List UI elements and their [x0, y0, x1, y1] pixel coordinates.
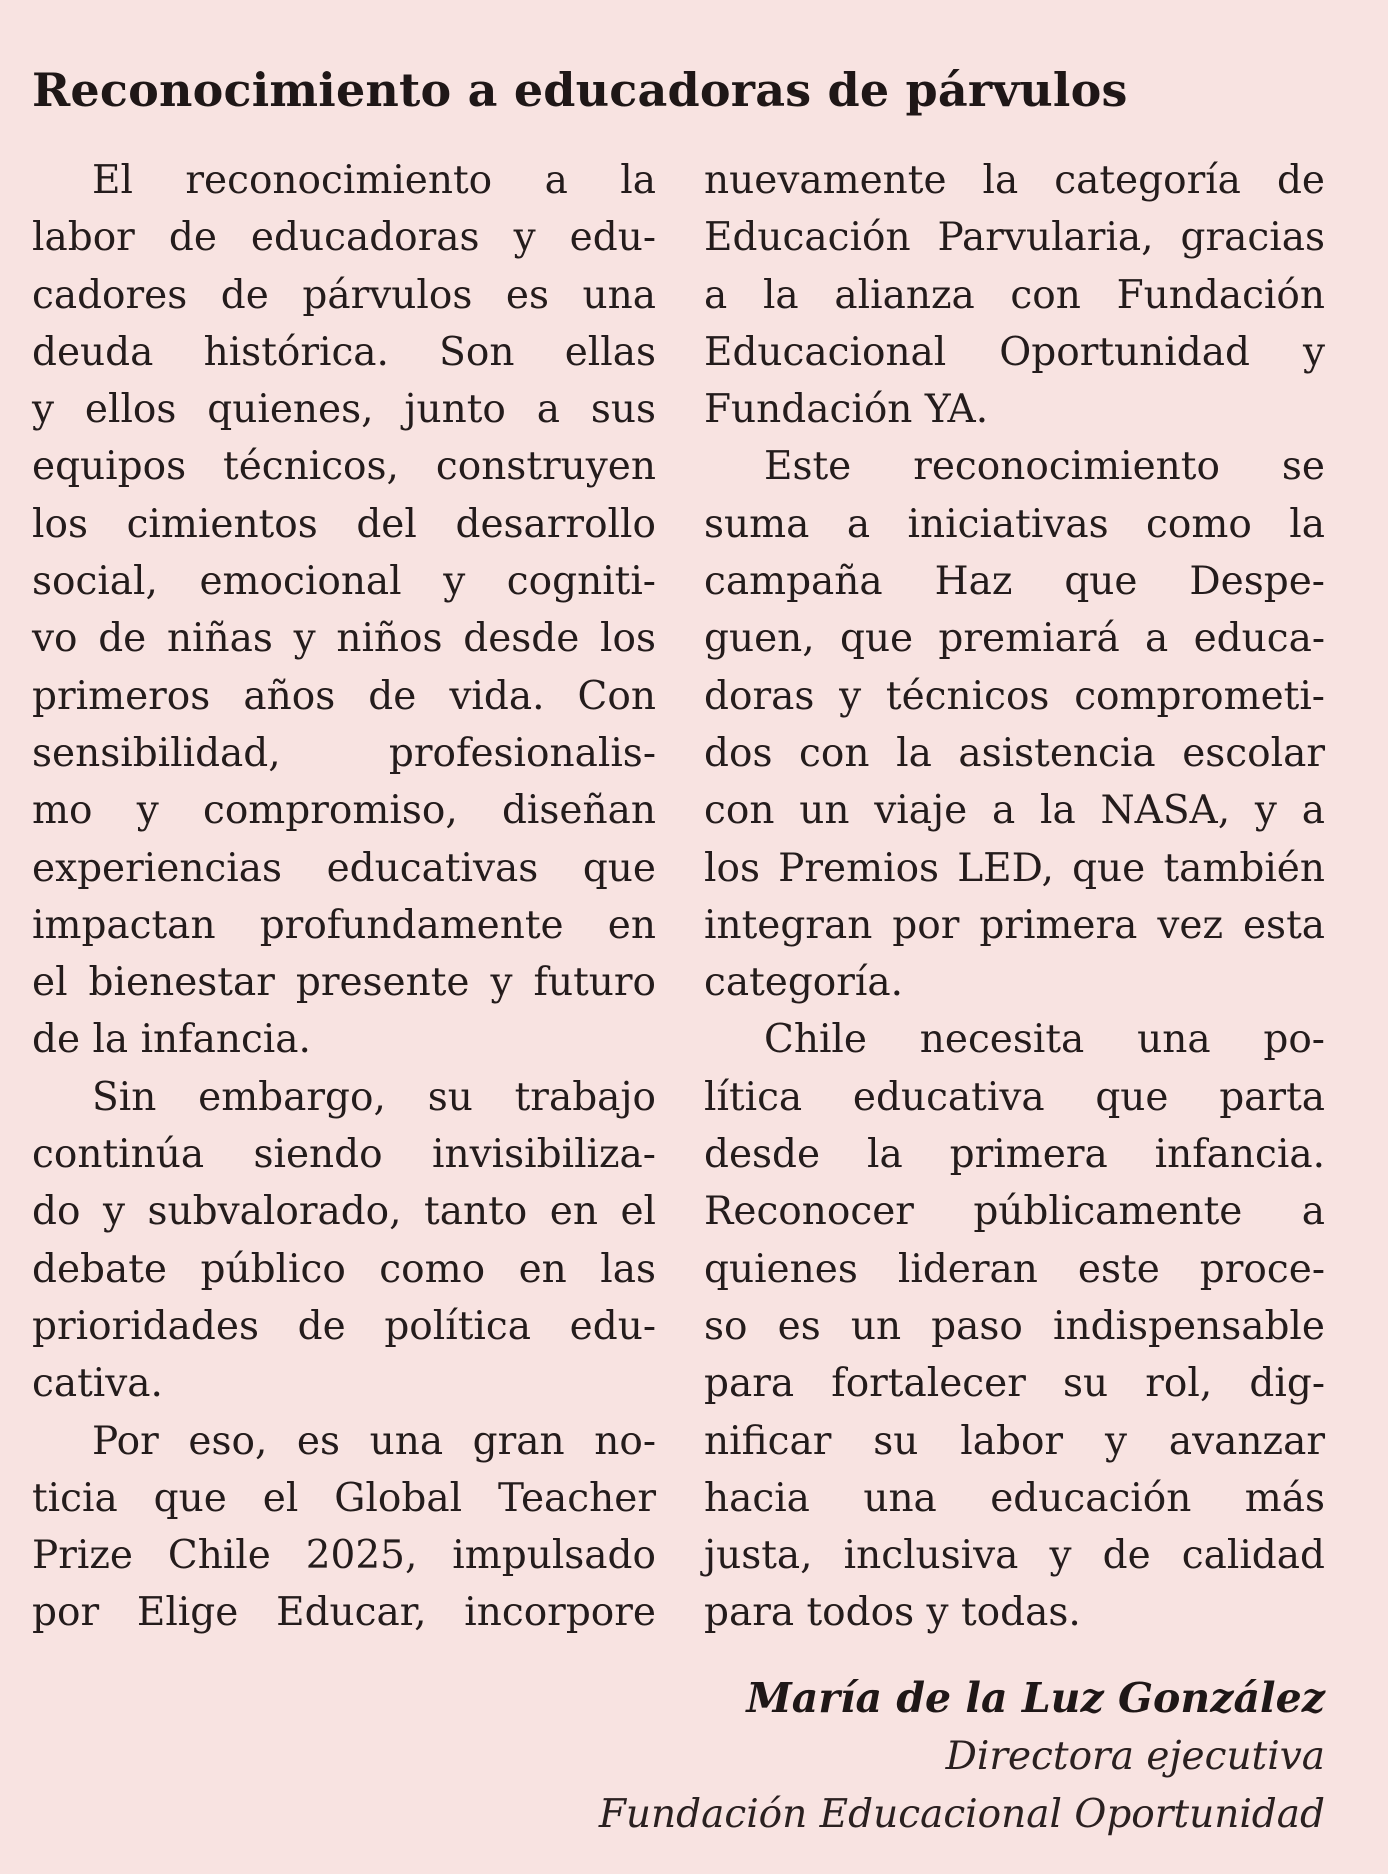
text-line: dos con la asistencia escolar [704, 730, 1325, 776]
text-line: equipos técnicos, construyen [32, 444, 656, 490]
text-line: quienes lideran este proce- [704, 1246, 1325, 1292]
text-line: a la alianza con Fundación [704, 272, 1325, 318]
article-column-right [704, 152, 1325, 1642]
author-organization: Fundación Educacional Oportunidad [598, 1792, 1325, 1837]
text-line: Fundación YA. [704, 387, 989, 433]
text-line: sensibilidad, profesionalis- [32, 730, 656, 776]
text-line: doras y técnicos comprometi- [704, 673, 1325, 719]
text-line: por Elige Educar, incorpore [32, 1590, 656, 1636]
text-line: Por eso, es una gran no- [92, 1418, 656, 1464]
text-line: campaña Haz que Despe- [704, 559, 1325, 605]
text-line: y ellos quienes, junto a sus [32, 387, 656, 433]
text-line: social, emocional y cogniti- [32, 559, 656, 605]
text-line: ticia que el Global Teacher [32, 1475, 656, 1521]
text-line: para todos y todas. [704, 1590, 1081, 1636]
text-line: Chile necesita una po- [764, 1017, 1325, 1063]
text-line: guen, que premiará a educa- [704, 616, 1325, 662]
text-line: debate público como en las [32, 1246, 656, 1292]
text-line: categoría. [704, 960, 904, 1006]
text-line: nuevamente la categoría de [704, 158, 1325, 203]
text-line: Educación Parvularia, gracias [704, 215, 1325, 261]
text-line: el bienestar presente y futuro [32, 960, 656, 1006]
text-line: labor de educadoras y edu- [32, 215, 656, 261]
article-headline: Reconocimiento a educadoras de párvulos [32, 63, 1128, 117]
text-line: integran por primera vez esta [704, 902, 1325, 948]
text-line: Reconocer públicamente a [704, 1189, 1325, 1235]
text-line: nificar su labor y avanzar [704, 1418, 1325, 1464]
text-line: cadores de párvulos es una [32, 272, 656, 318]
author-role: Directora ejecutiva [945, 1734, 1325, 1779]
text-line: suma a iniciativas como la [704, 501, 1325, 547]
text-line: Sin embargo, su trabajo [92, 1074, 656, 1120]
author-name: María de la Luz González [746, 1674, 1325, 1722]
text-line: hacia una educación más [704, 1475, 1325, 1521]
text-line: Prize Chile 2025, impulsado [32, 1533, 656, 1579]
text-line: desde la primera infancia. [704, 1132, 1325, 1178]
text-line: do y subvalorado, tanto en el [32, 1189, 656, 1235]
text-line: impactan profundamente en [32, 902, 656, 948]
text-line: con un viaje a la NASA, y a [704, 788, 1325, 834]
article-column-left [32, 152, 656, 1642]
text-line: so es un paso indispensable [704, 1303, 1325, 1349]
text-line: Este reconocimiento se [764, 444, 1325, 490]
author-signature [599, 1668, 1325, 1844]
text-line: deuda histórica. Son ellas [32, 329, 656, 375]
text-line: Educacional Oportunidad y [704, 329, 1325, 375]
text-line: lítica educativa que parta [704, 1074, 1325, 1120]
text-line: continúa siendo invisibiliza- [32, 1132, 656, 1178]
text-line: justa, inclusiva y de calidad [704, 1533, 1325, 1579]
text-line: El reconocimiento a la [92, 158, 656, 203]
text-line: para fortalecer su rol, dig- [704, 1361, 1325, 1407]
text-line: mo y compromiso, diseñan [32, 788, 656, 834]
text-line: vo de niñas y niños desde los [32, 616, 656, 662]
text-line: los cimientos del desarrollo [32, 501, 656, 547]
text-line: primeros años de vida. Con [32, 673, 656, 719]
text-line: cativa. [32, 1361, 163, 1407]
text-line: de la infancia. [32, 1017, 311, 1063]
text-line: los Premios LED, que también [704, 845, 1325, 891]
text-line: experiencias educativas que [32, 845, 656, 891]
text-line: prioridades de política edu- [32, 1303, 656, 1349]
